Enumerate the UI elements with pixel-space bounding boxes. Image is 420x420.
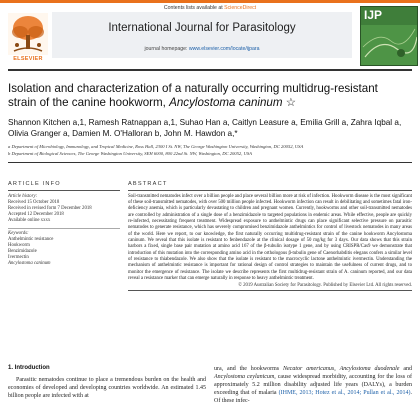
affiliation-rule xyxy=(8,162,412,163)
journal-homepage-prefix: journal homepage: xyxy=(144,46,188,52)
keywords-rule xyxy=(8,228,120,229)
paper-title-species: Ancylostoma caninum xyxy=(169,96,283,109)
article-info-heading: ARTICLE INFO xyxy=(8,181,61,187)
publisher-logo-text: ELSEVIER xyxy=(13,56,43,62)
keyword-item: Ivermectin xyxy=(8,255,29,260)
article-info-panel xyxy=(8,181,120,267)
title-footnote-mark[interactable]: ☆ xyxy=(285,96,297,109)
paper-title-main: Isolation and characterization of a naturally occurring multidrug-resistant strain of the canine hookworm, xyxy=(8,82,378,109)
contents-line xyxy=(60,5,360,11)
abstract-rule-top xyxy=(128,190,412,191)
history-label: Article history: xyxy=(8,193,38,199)
online-date: Available online xxxx xyxy=(8,217,51,223)
article-info-rule xyxy=(8,190,120,191)
intro-column-right xyxy=(214,365,412,405)
abstract-text: Soil-transmitted nematodes infect over a billion people and place several billion more at risk of infection. Hookworm disease is the most significant of these soil-transmitted nematodes, with over 500 million people infected. Hookworm infection can result in debilitating and sometimes fatal iron-deficiency anemia, which is particularly devastating to children and pregnant women. Currently, hookworms and other soil-transmitted nematodes are controlled by administration of a single dose of a benzimidazole to targeted populations in endemic areas. While effective, people are quickly re-infected, necessitating frequent treatment. Widespread exposure to anthelmintic drugs can place significant selective pressure on parasitic nematodes to generate resistance, which has severely compromised benzimidazole anthelmintics for control of livestock nematodes in many areas of the world. Here we report, to our knowledge, the first naturally occurring multidrug-resistant strain of the canine hookworm Ancylostoma caninum. We reveal that this isolate is resistant to fenbendazole at the clinical dosage of 50 mg/kg for 3 days. Our data shows that this strain harbors a fixed, single base pair mutation at amino acid 167 of the β-tubulin isotype 1 gene, and by using CRISPR/Cas9 we demonstrate that introduction of this mutation into the corresponding amino acid in the orthologous β-tubulin gene of Caenorhabditis elegans confers a similar level of resistance to thiabendazole. We also show that the isolate is resistant to the macrocyclic lactone anthelmintic ivermectin. Understanding the mechanism of anthelmintic resistance is important for rational design of control strategies to maintain the usefulness of current drugs, and to monitor the emergence of resistance. The isolate we describe represents the first multidrug-resistant strain of A. caninum reported, and our data reveal a resistance marker that can emerge naturally in response to heavy anthelmintic treatment. xyxy=(128,193,412,281)
intro-column-left: Parasitic nematodes continue to place a tremendous burden on the health and economies of developed and developing countries worldwide. An estimated 1.45 billion people are infected with at xyxy=(8,377,206,399)
journal-homepage xyxy=(52,46,352,52)
sciencedirect-link[interactable]: ScienceDirect xyxy=(224,5,257,11)
revised-date: Received in revised form 7 December 2018 xyxy=(8,205,92,211)
intro-heading: 1. Introduction xyxy=(8,365,50,371)
keywords-label: Keywords: xyxy=(8,231,29,236)
contents-prefix: Contents lists available at xyxy=(163,5,223,11)
intro-text: , xyxy=(334,366,340,372)
keyword-item: Anthelmintic resistance xyxy=(8,237,54,242)
intro-text: , cause widespread morbidity, accounting for the loss of approximately 5.2 million disability adjusted life years (DALYs), a burden exceeding that of malaria xyxy=(214,374,412,396)
keyword-item: Ancylostoma caninum xyxy=(8,261,51,266)
affiliation-a: a Department of Microbiology, Immunology, and Tropical Medicine, Ross Hall, 2300 I St. NW, The George Washington University, Washington, DC 20052, USA xyxy=(8,144,304,149)
author-list: Shannon Kitchen a,1, Ramesh Ratnappan a,1, Suhao Han a, Caitlyn Leasure a, Emilia Grill a, Zahra Iqbal a, Olivia Granger a, Damien M. O'Halloran b, John M. Hawdon a,* xyxy=(8,118,402,138)
intro-text: and xyxy=(399,366,412,372)
header-rule xyxy=(8,69,412,71)
species-name: Ancylostoma ceylanicum xyxy=(214,374,275,380)
intro-text: ura, and the hookworms xyxy=(214,366,283,372)
species-name: Necator americanus xyxy=(283,366,335,372)
cover-title: IJP xyxy=(364,8,383,22)
abstract-rule-bottom xyxy=(128,290,412,291)
abstract-heading: ABSTRACT xyxy=(128,181,168,187)
received-date: Received 15 October 2018 xyxy=(8,199,60,205)
journal-title: International Journal for Parasitology xyxy=(108,22,296,34)
species-name: Ancylostoma duodenale xyxy=(339,366,400,372)
paper-title xyxy=(8,82,408,110)
copyright-line: © 2019 Australian Society for Parasitology. Published by Elsevier Ltd. All rights reserved. xyxy=(238,283,412,289)
accepted-date: Accepted 12 December 2018 xyxy=(8,211,64,217)
journal-homepage-url[interactable]: www.elsevier.com/locate/ijpara xyxy=(188,46,260,52)
abstract-panel xyxy=(128,181,412,291)
intro-text: . Of these infec- xyxy=(214,390,412,404)
keyword-item: Benzimidazole xyxy=(8,249,37,254)
affiliation-b: b Department of Biological Sciences, The George Washington University, SEH 6000, 800 22nd St. NW, Washington, DC 20052, USA xyxy=(8,151,252,156)
header-top-line xyxy=(0,0,420,3)
elsevier-tree-logo xyxy=(8,13,48,55)
keyword-item: Hookworm xyxy=(8,243,30,248)
citation-link[interactable]: (IHME, 2013; Hotez et al., 2014; Pullan et al., 2014) xyxy=(278,390,411,396)
